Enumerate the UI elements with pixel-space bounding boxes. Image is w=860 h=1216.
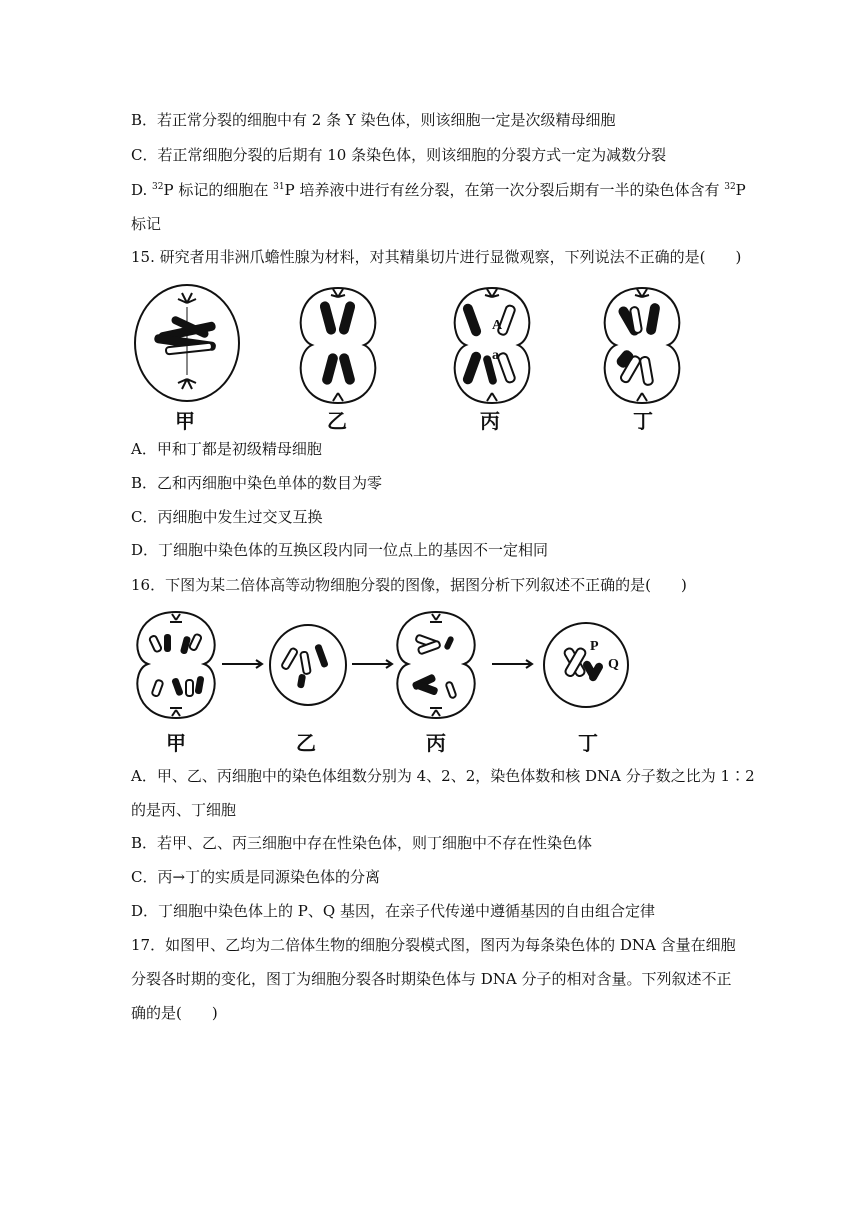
q14-option-d-cont: 标记 [131, 215, 162, 233]
q16-cell-jia [137, 612, 214, 718]
q17-stem-line-3: 确的是( ) [131, 1004, 218, 1022]
q15-label-yi: 乙 [327, 409, 347, 433]
q16-cell-bing [397, 612, 474, 718]
q15-label-ding: 丁 [633, 409, 653, 433]
q16-label-yi: 乙 [296, 731, 316, 755]
q16-option-c: C．丙→丁的实质是同源染色体的分离 [131, 868, 381, 886]
q15-label-jia: 甲 [175, 409, 195, 433]
q16-figure [130, 608, 650, 726]
q15-cell-bing [455, 288, 530, 403]
q17-stem-line-1: 17．如图甲、乙均为二倍体生物的细胞分裂模式图，图丙为每条染色体的 DNA 含量在细胞 [131, 936, 736, 954]
q15-figure [120, 283, 720, 433]
q14-option-d: D. $^{32}$P 标记的细胞在 $^{31}$P 培养液中进行有丝分裂，在第一次分裂后期有一半的染色体含有 $^{32}$P [131, 181, 746, 199]
q15-cell-ding [605, 288, 680, 403]
gene-label-a: a [492, 348, 499, 363]
q15-option-c: C．丙细胞中发生过交叉互换 [131, 508, 323, 526]
q16-option-a: A．甲、乙、丙细胞中的染色体组数分别为 4、2、2，染色体数和核 DNA 分子数之比为 1∶2 [131, 767, 755, 785]
q15-option-b: B．乙和丙细胞中染色单体的数目为零 [131, 474, 383, 492]
q15-stem: 15. 研究者用非洲爪蟾性腺为材料，对其精巢切片进行显微观察，下列说法不正确的是( ) [131, 248, 742, 266]
q15-cell-jia [135, 285, 239, 401]
q16-option-d: D．丁细胞中染色体上的 P、Q 基因，在亲子代传递中遵循基因的自由组合定律 [131, 902, 655, 920]
gene-label-A: A [492, 318, 503, 333]
q16-label-bing: 丙 [426, 731, 446, 755]
gene-label-Q: Q [608, 657, 619, 672]
q14-option-b: B．若正常分裂的细胞中有 2 条 Y 染色体，则该细胞一定是次级精母细胞 [131, 111, 616, 129]
q16-cell-yi [270, 625, 346, 705]
q15-cell-yi [301, 288, 376, 403]
q16-option-b: B．若甲、乙、丙三细胞中存在性染色体，则丁细胞中不存在性染色体 [131, 834, 593, 852]
q14-option-c: C．若正常细胞分裂的后期有 10 条染色体，则该细胞的分裂方式一定为减数分裂 [131, 146, 667, 164]
q15-option-a: A．甲和丁都是初级精母细胞 [131, 440, 322, 458]
gene-label-P: P [590, 639, 599, 654]
q16-label-jia: 甲 [166, 731, 186, 755]
q15-option-d: D．丁细胞中染色体的互换区段内同一位点上的基因不一定相同 [131, 541, 549, 559]
q16-option-a-cont: 的是丙、丁细胞 [131, 801, 237, 819]
q16-stem: 16．下图为某二倍体高等动物细胞分裂的图像，据图分析下列叙述不正确的是( ) [131, 576, 687, 594]
q15-label-bing: 丙 [480, 409, 500, 433]
q17-stem-line-2: 分裂各时期的变化，图丁为细胞分裂各时期染色体与 DNA 分子的相对含量。下列叙述不正 [131, 970, 732, 988]
q16-label-ding: 丁 [578, 731, 598, 755]
